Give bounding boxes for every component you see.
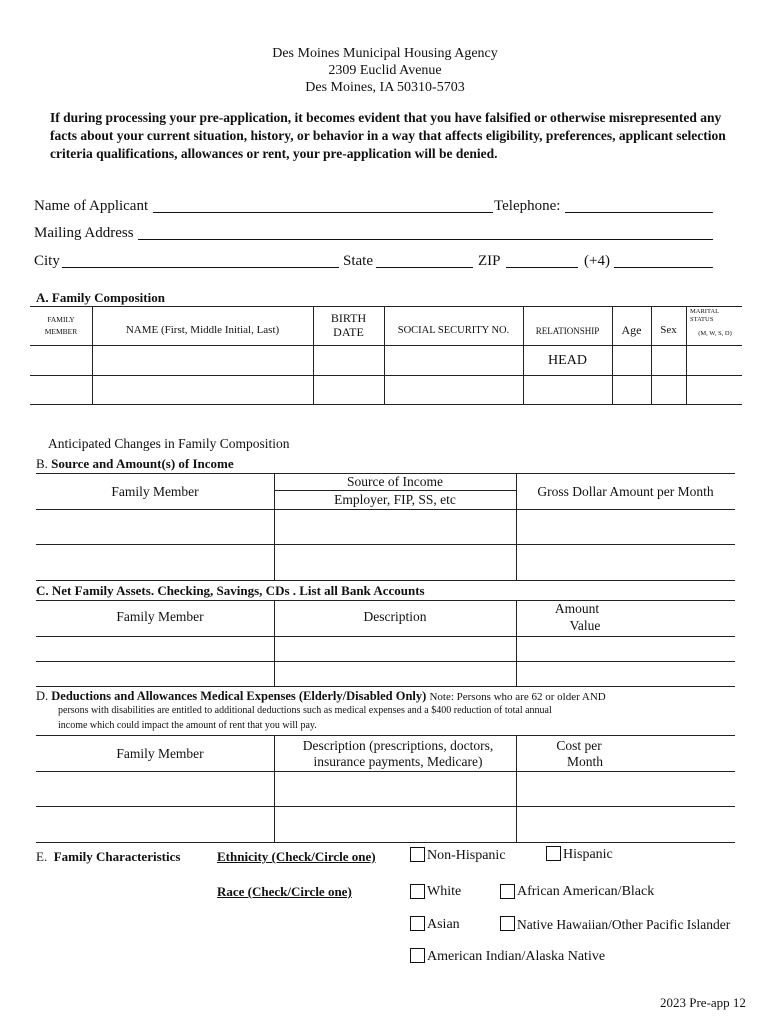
head-relationship-value: HEAD: [548, 353, 587, 368]
section-d-heading: Deductions and Allowances Medical Expenses (Elderly/Disabled Only): [51, 689, 427, 703]
deductions-col-cost-1: Cost per: [556, 738, 602, 753]
section-c-title: C. Net Family Assets. Checking, Savings, CDs . List all Bank Accounts: [36, 583, 425, 598]
section-b-letter: B.: [36, 456, 48, 471]
agency-city: Des Moines, IA 50310-5703: [305, 80, 465, 95]
hispanic-label: Hispanic: [563, 847, 613, 862]
non-hispanic-checkbox[interactable]: [410, 847, 425, 862]
state-field[interactable]: [376, 267, 473, 268]
col-family-member-1: FAMILY: [47, 315, 75, 324]
col-relationship: RELATIONSHIP: [535, 326, 600, 336]
col-age: Age: [621, 323, 642, 337]
falsification-warning: If during processing your pre-application, it becomes evident that you have falsified or otherwise misrepresented any facts about your current situation, history, or behavior in a way that affects eligibility, preferences, applicant selection criteria qualifications, allowances or rent, your pre-application will be denied.: [50, 110, 726, 161]
african-american-checkbox[interactable]: [500, 884, 515, 899]
income-col-source-sub: Employer, FIP, SS, etc: [334, 492, 456, 507]
col-birth-2: DATE: [333, 325, 364, 339]
section-b-heading: Source and Amount(s) of Income: [51, 456, 234, 471]
asian-label: Asian: [427, 917, 460, 932]
name-of-applicant-label: Name of Applicant: [34, 198, 149, 214]
city-field[interactable]: [62, 267, 339, 268]
assets-col-amount-2: Value: [569, 618, 601, 633]
deductions-col-desc-1: Description (prescriptions, doctors,: [302, 738, 494, 753]
telephone-field[interactable]: [565, 212, 713, 213]
section-e-heading: Family Characteristics: [53, 849, 181, 864]
deductions-col-member: Family Member: [116, 746, 204, 761]
assets-col-description: Description: [363, 609, 427, 624]
col-marital-1: MARITAL: [690, 308, 720, 315]
name-of-applicant-field[interactable]: [153, 212, 493, 213]
american-indian-label: American Indian/Alaska Native: [427, 949, 606, 964]
income-col-source: Source of Income: [347, 474, 443, 489]
col-name: NAME (First, Middle Initial, Last): [125, 324, 280, 336]
col-family-member-2: MEMBER: [44, 327, 78, 336]
asian-checkbox[interactable]: [410, 916, 425, 931]
american-indian-checkbox[interactable]: [410, 948, 425, 963]
col-marital-2: STATUS: [690, 316, 714, 323]
anticipated-changes-label: Anticipated Changes in Family Composition: [48, 436, 290, 451]
col-birth-1: BIRTH: [330, 311, 367, 325]
hispanic-checkbox[interactable]: [546, 846, 561, 861]
section-d-letter: D.: [36, 689, 49, 703]
mailing-address-field[interactable]: [138, 239, 713, 240]
section-d-title: [36, 689, 606, 704]
income-col-member: Family Member: [111, 484, 199, 499]
section-a-title: A. Family Composition: [36, 290, 165, 305]
page-footer: 2023 Pre-app 12: [660, 995, 746, 1010]
assets-col-member: Family Member: [116, 609, 204, 624]
telephone-label: Telephone:: [494, 198, 561, 214]
african-american-label: African American/Black: [517, 884, 655, 899]
income-col-gross: Gross Dollar Amount per Month: [537, 484, 714, 499]
section-d-note-1: Note: Persons who are 62 or older AND: [429, 691, 606, 703]
non-hispanic-label: Non-Hispanic: [427, 848, 506, 863]
plus4-field[interactable]: [614, 267, 713, 268]
white-checkbox[interactable]: [410, 884, 425, 899]
deductions-col-cost-2: Month: [566, 754, 603, 769]
section-d-note-2: persons with disabilities are entitled to additional deductions such as medical expenses and a $400 reduction of total annual: [58, 705, 552, 716]
native-hawaiian-checkbox[interactable]: [500, 916, 515, 931]
section-b-title: [36, 456, 234, 472]
mailing-address-label: Mailing Address: [34, 225, 134, 241]
section-e-title: [36, 849, 180, 865]
section-d-note-3: income which could impact the amount of rent that you will pay.: [58, 720, 317, 731]
col-sex: Sex: [660, 324, 677, 336]
section-e-letter: E.: [36, 849, 48, 864]
col-marital-3: (M, W, S, D): [698, 330, 732, 337]
assets-col-amount-1: Amount: [554, 601, 600, 616]
city-label: City: [34, 253, 60, 269]
state-label: State: [343, 253, 373, 269]
agency-street: 2309 Euclid Avenue: [328, 63, 442, 78]
zip-field[interactable]: [506, 267, 578, 268]
deductions-col-desc-2: insurance payments, Medicare): [313, 754, 483, 769]
native-hawaiian-label: Native Hawaiian/Other Pacific Islander: [517, 917, 731, 932]
agency-name: Des Moines Municipal Housing Agency: [272, 46, 498, 61]
race-label: Race (Check/Circle one): [217, 884, 352, 899]
ethnicity-label: Ethnicity (Check/Circle one): [217, 849, 376, 864]
white-label: White: [427, 884, 462, 899]
zip-label: ZIP: [478, 253, 501, 269]
plus4-label: (+4): [584, 253, 610, 269]
col-ssn: SOCIAL SECURITY NO.: [397, 325, 510, 336]
